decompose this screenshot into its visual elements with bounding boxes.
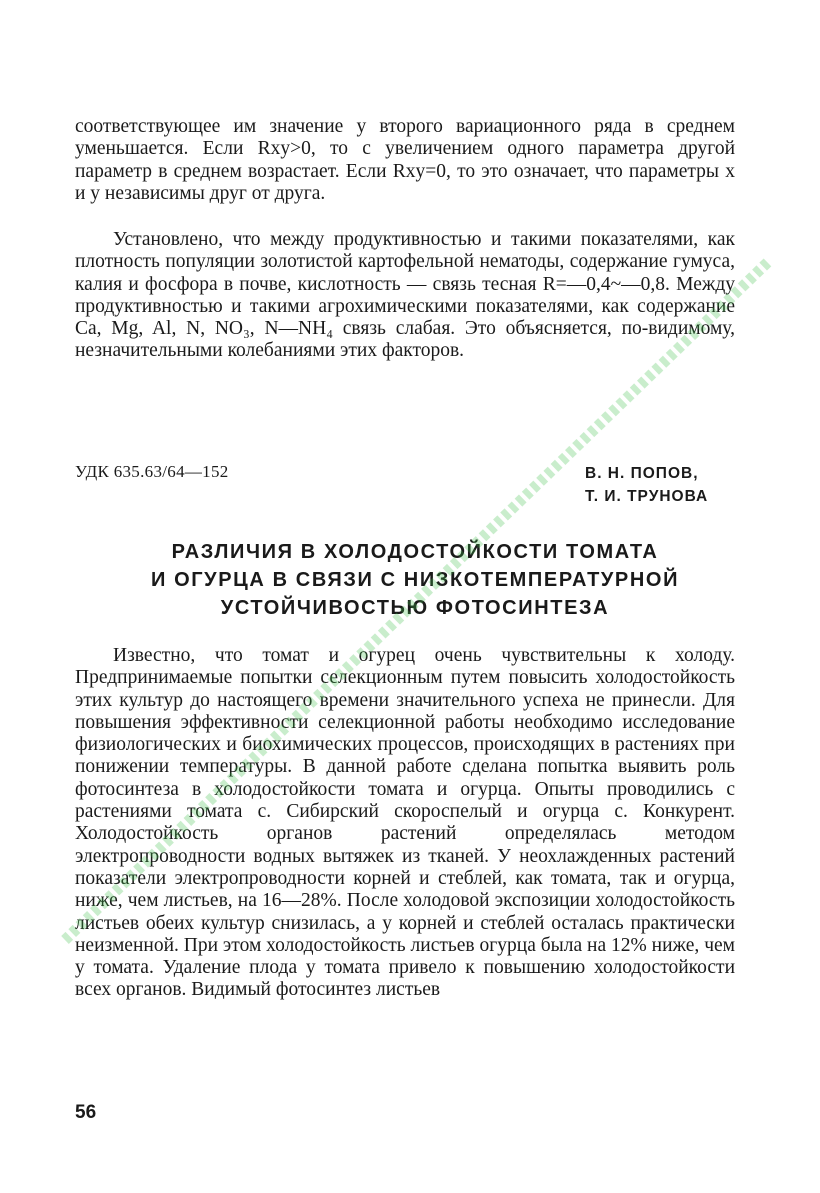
author-1: В. Н. ПОПОВ, [585,465,699,482]
author-2: Т. И. ТРУНОВА [585,488,709,505]
authors [585,462,708,508]
article-title [75,538,755,622]
continued-paragraph: соответствующее им значение у второго вариационного ряда в среднем уменьшается. Если Rxy>0, то с увеличением одного параметра другой параметр в среднем возрастает. Если Rxy=0, то это означает, что параметры x и y независимы друг от друга. [75,116,735,204]
article-body: Известно, что томат и огурец очень чувствительны к холоду. Предпринимаемые попытки селекционным путем повысить холодостойкость этих культур до настоящего времени значительного успеха не принесли. Для повышения эффективности селекционной работы необходимо исследование физиологических и биохимических процессов, происходящих в растениях при понижении температуры. В данной работе сделана попытка выявить роль фотосинтеза в холодостойкости томата и огурца. Опыты проводились с растениями томата с. Сибирский скороспелый и огурца с. Конкурент. Холодостойкость органов растений определялась методом электропроводности водных вытяжек из тканей. У неохлажденных растений показатели электропроводности корней и стеблей, как томата, так и огурца, ниже, чем листьев, на 16—28%. После холодовой экспозиции холодостойкость листьев обеих культур снизилась, а у корней и стеблей осталась практически неизменной. При этом холодостойкость листьев огурца была на 12% ниже, чем у томата. Удаление плода у томата привело к повышению холодостойкости всех органов. Видимый фотосинтез листьев [75,645,735,1001]
title-line-1: РАЗЛИЧИЯ В ХОЛОДОСТОЙКОСТИ ТОМАТА [171,541,659,563]
title-line-2: И ОГУРЦА В СВЯЗИ С НИЗКОТЕМПЕРАТУРНОЙ [150,569,680,591]
page-number: 56 [75,1102,97,1123]
title-line-3: УСТОЙЧИВОСТЬЮ ФОТОСИНТЕЗА [220,597,610,619]
udk-code: УДК 635.63/64—152 [75,462,229,481]
findings-paragraph: Установлено, что между продуктивностью и такими показателями, как плотность популяции золотистой картофельной нематоды, содержание гумуса, калия и фосфора в почве, кислотность — связь тесная R=—0,4~—0,8. Между продуктивностью и такими агрохимическими показателями, как содержание Ca, Mg, Al, N, NO₃, N—NH₄ связь слабая. Это объясняется, по-видимому, незначительными колебаниями этих факторов. [75,229,735,362]
